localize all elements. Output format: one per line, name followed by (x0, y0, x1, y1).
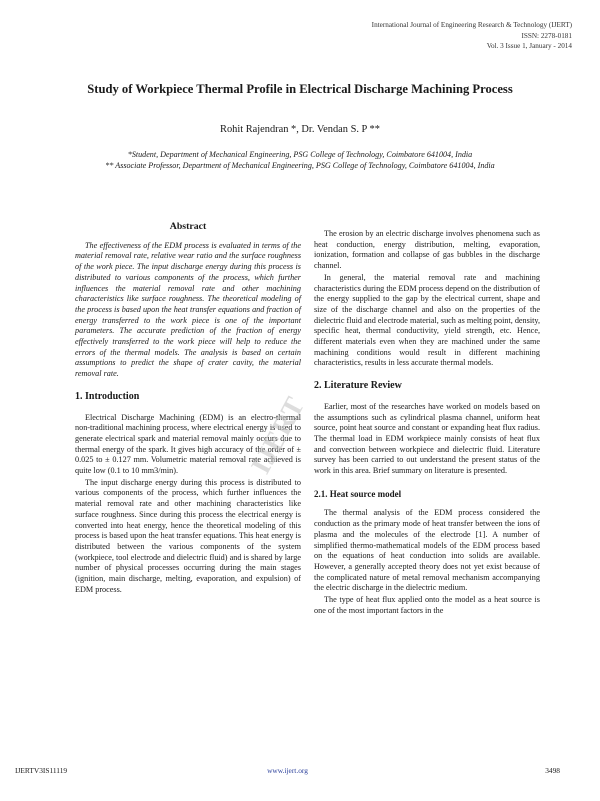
intro-paragraph-2: The input discharge energy during this process is distributed to various components of the process, which further influences the material removal rate and other machining characteristics like surface roughness. Since during this process the electrical energy is converted into heat energy, hence the theoretical modeling of this process is based upon the heat transfer equations. This heat energy is distributed between the various components of the system (workpiece, tool electrode and dielectric fluid) and is shared by large number of physical processes occurring during the main stages (ignition, main discharge, melting, evaporation, and expulsion) of EDM process. (75, 477, 301, 594)
right-paragraph-1: The erosion by an electric discharge involves phenomena such as heat conduction, energy distribution, melting, evaporation, ionization, formation and collapse of gas bubbles in the discharge channel. (314, 229, 540, 271)
journal-url-link[interactable]: www.ijert.org (267, 766, 308, 775)
literature-paragraph: Earlier, most of the researches have worked on models based on the assumptions such as cylindrical plasma channel, uniform heat source, point heat source and constant or expanding heat flux radius. The thermal load in EDM workpiece mainly consists of heat flux and convection between workpiece and dielectric fluid. Literature survey has been carried to out understand the present status of the work in this area. Brief summary on literature is presented. (314, 401, 540, 476)
journal-name: International Journal of Engineering Research & Technology (IJERT) (371, 21, 572, 29)
literature-heading: 2. Literature Review (314, 380, 402, 392)
heat-source-paragraph-2: The type of heat flux applied onto the model as a heat source is one of the most important factors in the (314, 595, 540, 615)
intro-heading: 1. Introduction (75, 390, 140, 402)
journal-issn: ISSN: 2278-0181 (521, 31, 572, 40)
abstract-heading: Abstract (169, 221, 207, 232)
intro-paragraph-1: Electrical Discharge Machining (EDM) is an electro-thermal non-traditional machining process, where electrical energy is used to generate electrical spark and material removal mainly occurs due to thermal energy of the spark. It gives high accuracy of the order of ± 0.025 to ± 0.127 mm. Volumetric material removal rate achieved is quite low (0.1 to 10 mm3/min). (75, 412, 301, 476)
page-number: 3498 (545, 766, 560, 775)
right-paragraph-2: In general, the material removal rate and machining characteristics during the EDM process depend on the distribution of the energy supplied to the gap by the electrical current, shape and size of the discharge channel and also on the properties of the dielectric fluid and electrode material, such as melting point, density, specific heat, thermal conductivity, yield strength, etc. Hence, different materials even when they are machined under the same machining conditions would result in different machining characteristics, results in less accurate thermal models. (314, 272, 540, 368)
affiliations (40, 150, 560, 171)
affiliation-1: *Student, Department of Mechanical Engineering, PSG College of Technology, Coimbatore 641004, India (127, 150, 473, 159)
heat-source-paragraph-1: The thermal analysis of the EDM process considered the conduction as the primary mode of heat transfer between the ions of plasma and the molecules of the electrode [1]. A number of simplified thermo-mathematical models of the EDM process based on the equations of heat conduction into solids are available. However, a generally accepted theory does not yet exist because of the complicated nature of metal removal mechanism accompanying the electric discharge in the dielectric medium. (314, 508, 540, 593)
abstract-text: The effectiveness of the EDM process is evaluated in terms of the material removal rate, relative wear ratio and the surface roughness of the work piece. The input discharge energy during this process is distributed to various components of the process, which further influences the material removal rate and other machining characteristics like surface roughness. The theoretical modeling of the process is based upon the heat transfer equations and fraction of energy transferred to the work piece is one of the important parameters. The accurate prediction of the fraction of energy effectively transferred to the work piece will help to reduce the errors of the thermal models. The analysis is based on certain assumptions to predict the shape of crater cavity, the material removal rate. (75, 240, 301, 379)
paper-id: IJERTV3IS11119 (15, 766, 68, 775)
affiliation-2: ** Associate Professor, Department of Mechanical Engineering, PSG College of Technology, Coimbatore 641004, India (105, 160, 495, 170)
watermark: IJERT (245, 392, 312, 480)
paper-title: Study of Workpiece Thermal Profile in Electrical Discharge Machining Process (87, 82, 513, 96)
journal-header (372, 20, 572, 52)
right-column (314, 229, 540, 618)
heat-source-heading: 2.1. Heat source model (314, 488, 402, 499)
journal-volume: Vol. 3 Issue 1, January - 2014 (486, 42, 572, 50)
paper-authors: Rohit Rajendran *, Dr. Vendan S. P ** (220, 124, 380, 135)
left-column (75, 222, 301, 597)
